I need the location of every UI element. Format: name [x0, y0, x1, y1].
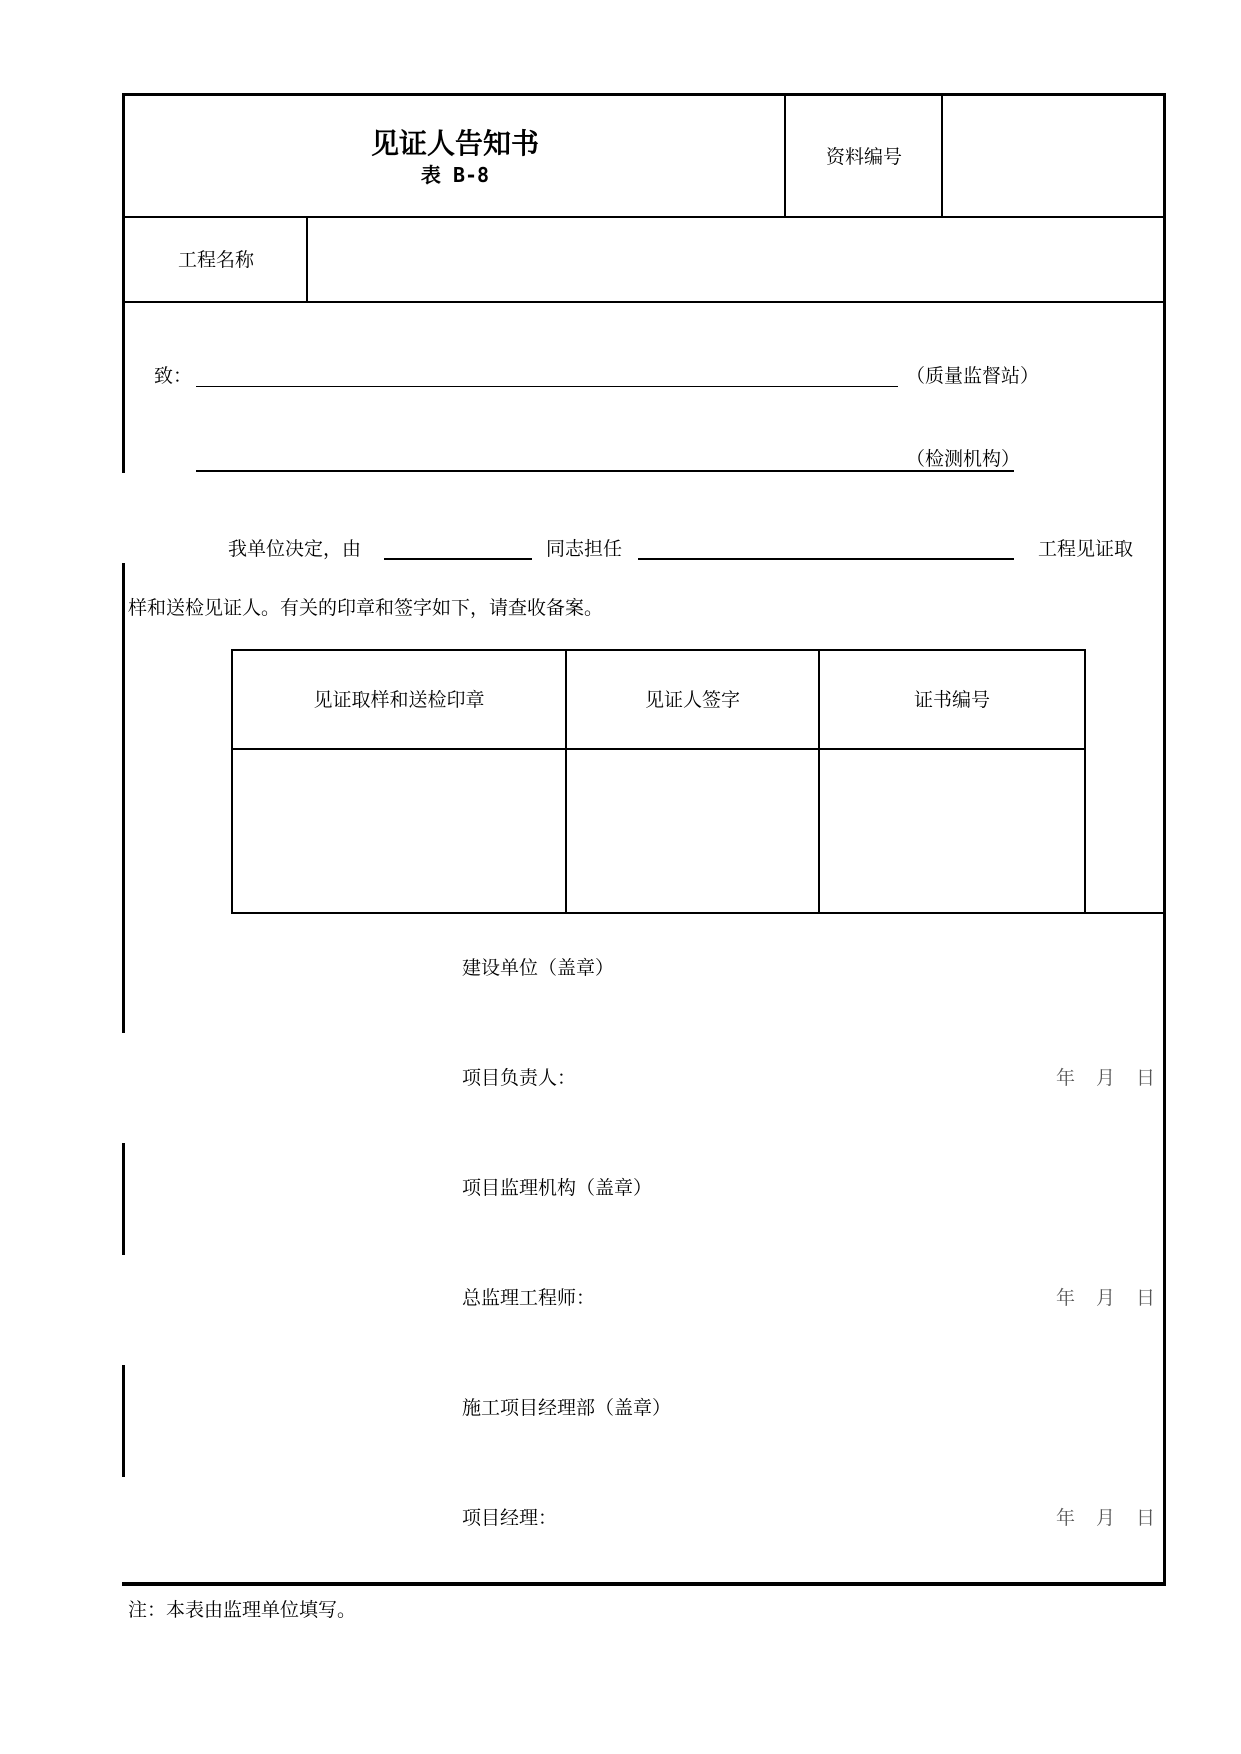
doc-number-field[interactable]	[943, 96, 1163, 217]
construction-unit-seal-label: 建设单位（盖章）	[462, 957, 615, 979]
date-block-3	[1056, 1506, 1166, 1530]
project-name-label: 工程名称	[177, 249, 254, 271]
witness-table	[231, 649, 1086, 914]
table-header-seal	[233, 651, 565, 748]
project-bottom-border	[122, 301, 1166, 303]
frame-left-border-2	[122, 563, 125, 1033]
frame-right-border	[1163, 93, 1166, 1585]
doc-number-label-cell	[786, 96, 942, 217]
form-code: 表 B-8	[420, 162, 490, 187]
table-header-signature	[567, 651, 818, 748]
date-day-3: 日	[1136, 1507, 1156, 1529]
chief-supervisor-label: 总监理工程师：	[462, 1287, 596, 1309]
date-block-1	[1056, 1066, 1166, 1090]
recipient-testing-suffix: （检测机构）	[906, 448, 1021, 470]
recipient-testing-underline	[196, 470, 1014, 472]
date-day-1: 日	[1136, 1067, 1156, 1089]
body-line1-suffix: 工程见证取	[1038, 538, 1134, 560]
date-month-3: 月	[1096, 1507, 1116, 1529]
doc-number-label: 资料编号	[825, 145, 902, 168]
project-name-field[interactable]	[308, 218, 1163, 302]
table-header-signature-label: 见证人签字	[644, 688, 740, 711]
recipient-testing-field[interactable]	[196, 440, 1014, 470]
footnote: 注：本表由监理单位填写。	[128, 1599, 357, 1621]
frame-bottom-border	[122, 1582, 1166, 1586]
date-day-2: 日	[1136, 1287, 1156, 1309]
project-name-label-cell	[125, 218, 307, 302]
date-block-2	[1056, 1286, 1166, 1310]
date-year-2: 年	[1056, 1287, 1076, 1309]
date-year-3: 年	[1056, 1507, 1076, 1529]
table-cell-certificate[interactable]	[820, 750, 1084, 912]
supervision-org-seal-label: 项目监理机构（盖章）	[462, 1177, 653, 1199]
table-header-certificate	[820, 651, 1084, 748]
witness-project-underline	[638, 558, 1014, 560]
document-title: 见证人告知书	[370, 126, 539, 160]
table-bottom-border	[231, 912, 1166, 914]
frame-left-border-3	[122, 1143, 125, 1255]
body-line1-middle: 同志担任	[546, 538, 623, 560]
project-leader-label: 项目负责人：	[462, 1067, 577, 1089]
witness-project-field[interactable]	[638, 528, 1014, 558]
recipient-supervision-field[interactable]	[196, 356, 898, 386]
construction-project-dept-seal-label: 施工项目经理部（盖章）	[462, 1397, 672, 1419]
recipient-supervision-underline	[196, 386, 898, 387]
table-cell-signature[interactable]	[567, 750, 818, 912]
table-header-seal-label: 见证取样和送检印章	[313, 688, 485, 711]
body-line2: 样和送检见证人。有关的印章和签字如下，请查收备案。	[128, 597, 604, 619]
project-manager-label: 项目经理：	[462, 1507, 558, 1529]
body-line1-prefix: 我单位决定，由	[228, 538, 362, 560]
header-title-block	[125, 96, 785, 217]
witness-person-underline	[384, 558, 532, 560]
frame-left-border-4	[122, 1365, 125, 1477]
witness-person-field[interactable]	[384, 528, 532, 558]
date-month-1: 月	[1096, 1067, 1116, 1089]
date-month-2: 月	[1096, 1287, 1116, 1309]
table-right-border	[1084, 649, 1086, 914]
table-header-certificate-label: 证书编号	[913, 688, 990, 711]
recipient-supervision-suffix: （质量监督站）	[906, 365, 1040, 387]
date-year-1: 年	[1056, 1067, 1076, 1089]
table-cell-seal[interactable]	[233, 750, 565, 912]
to-prefix: 致：	[154, 365, 193, 387]
